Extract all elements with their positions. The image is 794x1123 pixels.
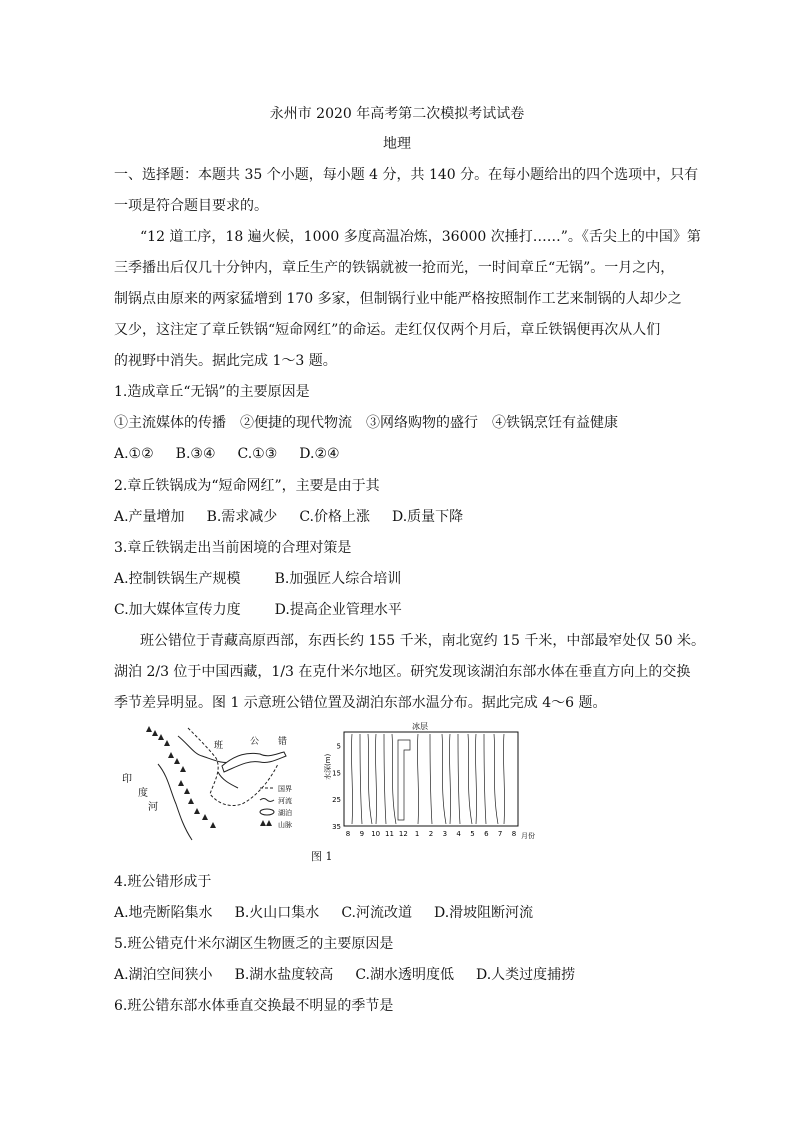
isotherm [430,734,432,824]
x-tick-label: 7 [497,830,503,838]
water-temperature-chart [318,720,540,844]
section-instructions-line2: 一项是符合题目要求的。 [114,198,268,214]
map-legend [260,784,292,829]
option-a: A.地壳断陷集水 [114,905,213,921]
map-label: 错 [278,737,288,747]
figure-caption: 图 1 [311,850,333,863]
x-tick-label: 8 [345,830,351,838]
legend-label: 山脉 [278,821,292,829]
map-label: 度 [138,788,148,799]
isotherm [417,734,418,824]
option-a: A.①② [114,446,154,462]
x-tick-label: 4 [456,830,461,838]
option-c: C.价格上涨 [299,509,370,525]
map-label: 印 [122,774,132,785]
option-c: C.①③ [237,446,278,462]
x-axis-ticks [346,830,516,838]
option-d: D.滑坡阻断河流 [433,905,534,921]
legend-label: 国界 [278,785,292,793]
passage1-line: 制锅点由原来的两家猛增到 170 多家，但制锅行业中能严格按照制作工艺来制锅的人却少之 [114,291,682,307]
question-stem: 1.造成章丘“无锅”的主要原因是 [114,384,310,400]
option-c: C.河流改道 [341,905,412,921]
passage2-line: 季节差异明显。图 1 示意班公错位置及湖泊东部水温分布。据此完成 4～6 题。 [114,695,607,711]
x-tick-label: 3 [442,830,448,838]
x-tick-label: 10 [371,830,381,838]
y-tick-label: 25 [332,796,341,805]
x-tick-label: 5 [470,830,475,838]
isotherm [475,734,476,824]
isotherm [494,734,498,824]
exam-title: 永州市 2020 年高考第二次模拟考试试卷 [269,106,525,122]
isotherm [398,740,410,820]
isotherm [503,734,504,824]
map-label: 河 [148,802,158,813]
y-tick-label: 35 [332,823,341,831]
isotherm [468,734,472,824]
question-stem: 4.班公错形成于 [114,874,212,890]
legend-label: 湖泊 [278,809,292,817]
question-stem: 5.班公错克什米尔湖区生物匮乏的主要原因是 [114,936,394,952]
subject-title: 地理 [383,136,411,152]
option-b: B.湖水盐度较高 [234,967,334,983]
isotherm [375,734,376,824]
chart-title: 冰层 [412,722,428,731]
x-tick-label: 9 [359,830,365,838]
x-tick-label: 11 [385,830,394,838]
option-b: B.火山口集水 [234,905,320,921]
isotherm-lines [351,734,504,824]
isotherm [351,734,352,824]
question-options [114,569,435,589]
option-c: C.加大媒体宣传力度 [114,602,241,618]
question-stem: 3.章丘铁锅走出当前困境的合理对策是 [114,540,352,556]
river-branch [158,764,192,840]
option-a: A.湖泊空间狭小 [114,967,213,983]
option-d: D.②④ [299,446,340,462]
y-axis-label: 水深(m) [324,753,332,780]
map-label: 公 [250,737,260,747]
isotherm [360,734,362,824]
x-axis-label: 月份 [521,832,535,840]
legend-label: 河流 [278,797,292,805]
isotherm [384,734,386,824]
option-b: B.加强匠人综合培训 [274,571,402,587]
option-b: B.需求减少 [206,509,278,525]
isotherm [392,734,396,824]
isotherm [442,734,446,824]
lake-bangong [222,752,286,772]
question-options [114,600,436,620]
location-map [118,724,310,842]
option-a: A.控制铁锅生产规模 [114,571,241,587]
x-tick-label: 2 [428,830,434,838]
question-options [114,965,597,985]
option-d: D.提高企业管理水平 [274,602,402,618]
question-stem: 2.章丘铁锅成为“短命网红”，主要是由于其 [114,478,380,494]
x-tick-label: 6 [484,830,489,838]
question-options [114,903,555,923]
question-options [114,507,485,527]
passage1-line: 的视野中消失。据此完成 1～3 题。 [114,353,337,369]
isotherm [484,734,486,824]
option-c: C.湖水透明度低 [355,967,454,983]
isotherm [458,734,460,824]
map-label: 班 [214,741,224,751]
y-tick-label: 15 [332,769,341,778]
x-tick-label: 1 [414,830,420,838]
option-d: D.质量下降 [391,509,464,525]
passage2-line: 班公错位于青藏高原西部，东西长约 155 千米，南北宽约 15 千米，中部最窄处仅 50 米。 [140,633,706,649]
question-stem: 6.班公错东部水体垂直交换最不明显的季节是 [114,998,394,1014]
passage1-line: 又少，这注定了章丘铁锅“短命网红”的命运。走红仅仅两个月后，章丘铁锅便再次从人们 [114,322,661,338]
passage1-line: 三季播出后仅几十分钟内，章丘生产的铁锅就被一抢而光，一时间章丘“无锅”。一月之内， [114,260,675,276]
indus-river [178,736,232,763]
isotherm [449,734,450,824]
passage1-line: “12 道工序，18 遍火候，1000 多度高温冶炼，36000 次捶打……”。《舌尖上的中国》第 [140,229,701,245]
option-d: D.人类过度捕捞 [475,967,576,983]
section-instructions-line1: 一、选择题：本题共 35 个小题，每小题 4 分，共 140 分。在每小题给出的四个选项中，只有 [114,167,699,183]
river-branch [218,772,238,788]
option-b: B.③④ [175,446,216,462]
y-tick-label: 5 [336,742,341,751]
passage2-line: 湖泊 2/3 位于中国西藏，1/3 在克什米尔地区。研究发现该湖泊东部水体在垂直方向上的交换 [114,664,691,680]
question-items: ①主流媒体的传播 ②便捷的现代物流 ③网络购物的盛行 ④铁锅烹饪有益健康 [114,415,618,431]
y-axis-ticks [332,742,341,831]
x-tick-label: 8 [511,830,517,838]
x-tick-label: 12 [398,830,408,838]
question-options [114,444,362,464]
isotherm [368,734,372,824]
option-a: A.产量增加 [114,509,185,525]
